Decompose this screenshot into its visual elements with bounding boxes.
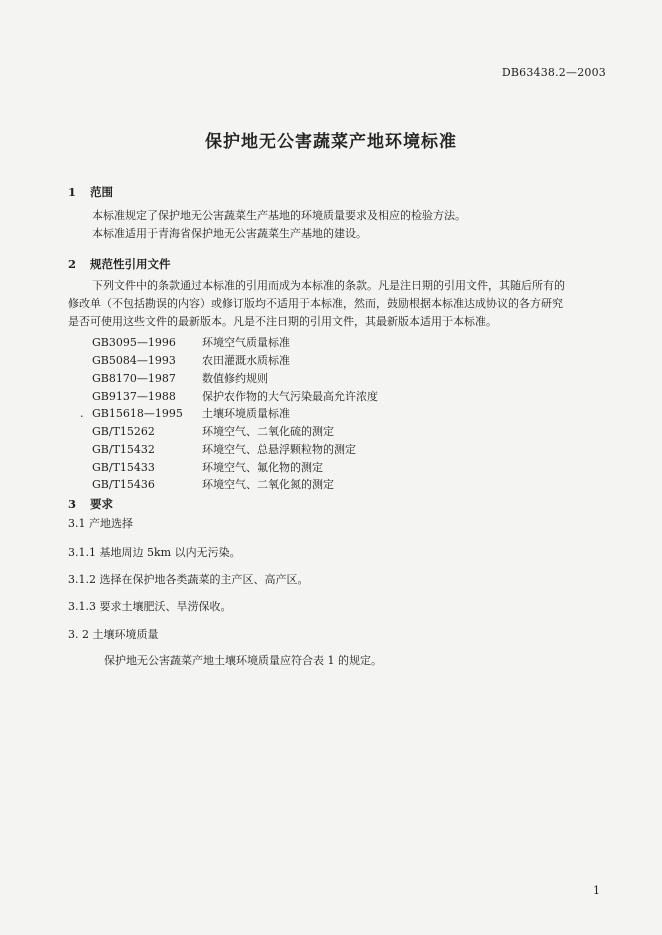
section-1-para-1: 本标准规定了保护地无公害蔬菜生产基地的环境质量要求及相应的检验方法。 (92, 209, 466, 222)
page-title: 保护地无公害蔬菜产地环境标准 (205, 132, 457, 152)
reference-item (92, 334, 290, 352)
section-2-title: 规范性引用文件 (90, 257, 171, 271)
section-2-heading (68, 256, 171, 272)
reference-title: 环境空气、总悬浮颗粒物的测定 (202, 443, 356, 456)
page-number: 1 (593, 884, 600, 897)
reference-code: GB9137—1988 (92, 390, 176, 403)
reference-code: GB15618—1995 (92, 407, 183, 420)
reference-code: GB8170—1987 (92, 372, 176, 385)
reference-item (92, 459, 323, 477)
clause-3-1-2: 3.1.2 选择在保护地各类蔬菜的主产区、高产区。 (68, 573, 309, 586)
reference-title: 农田灌溉水质标准 (202, 354, 290, 367)
reference-title: 环境空气质量标准 (202, 336, 290, 349)
reference-item (92, 352, 290, 370)
scan-mark: · (80, 410, 84, 423)
reference-title: 环境空气、氟化物的测定 (202, 461, 323, 474)
reference-item (92, 370, 268, 388)
subsection-3-2: 3. 2 土壤环境质量 (68, 628, 159, 641)
reference-code: GB3095—1996 (92, 336, 176, 349)
section-3-number: 3 (68, 497, 77, 511)
section-1-heading (68, 184, 113, 200)
reference-title: 数值修约规则 (202, 372, 268, 385)
clause-3-1-3: 3.1.3 要求土壤肥沃、旱涝保收。 (68, 600, 232, 613)
section-1-title: 范围 (90, 185, 113, 199)
reference-code: GB/T15433 (92, 461, 155, 474)
reference-code: GB/T15432 (92, 443, 155, 456)
section-2-intro-line-1: 下列文件中的条款通过本标准的引用而成为本标准的条款。凡是注日期的引用文件，其随后所有的 (92, 279, 565, 292)
reference-title: 土壤环境质量标准 (202, 407, 290, 420)
section-1-para-2: 本标准适用于青海省保护地无公害蔬菜生产基地的建设。 (92, 227, 367, 240)
reference-title: 环境空气、二氧化氮的测定 (202, 478, 334, 491)
section-1-number: 1 (68, 185, 77, 199)
reference-item (92, 388, 378, 406)
reference-item (92, 441, 356, 459)
reference-item (92, 476, 334, 494)
reference-code: GB/T15436 (92, 478, 155, 491)
section-2-intro-line-3: 是否可使用这些文件的最新版本。凡是不注日期的引用文件，其最新版本适用于本标准。 (68, 315, 497, 328)
section-3-title: 要求 (90, 497, 113, 511)
reference-title: 环境空气、二氧化硫的测定 (202, 425, 334, 438)
reference-title: 保护农作物的大气污染最高允许浓度 (202, 390, 378, 403)
document-number: DB63438.2—2003 (501, 66, 606, 79)
section-2-number: 2 (68, 257, 77, 271)
reference-item (92, 405, 290, 423)
reference-code: GB5084—1993 (92, 354, 176, 367)
reference-item (92, 423, 334, 441)
subsection-3-1: 3.1 产地选择 (68, 517, 133, 530)
reference-code: GB/T15262 (92, 425, 155, 438)
clause-3-1-1: 3.1.1 基地周边 5km 以内无污染。 (68, 546, 241, 559)
section-2-intro-line-2: 修改单（不包括勘误的内容）或修订版均不适用于本标准，然而，鼓励根据本标准达成协议的各方研究 (68, 297, 563, 310)
section-3-heading (68, 496, 113, 512)
subsection-3-2-para: 保护地无公害蔬菜产地土壤环境质量应符合表 1 的规定。 (104, 654, 382, 667)
